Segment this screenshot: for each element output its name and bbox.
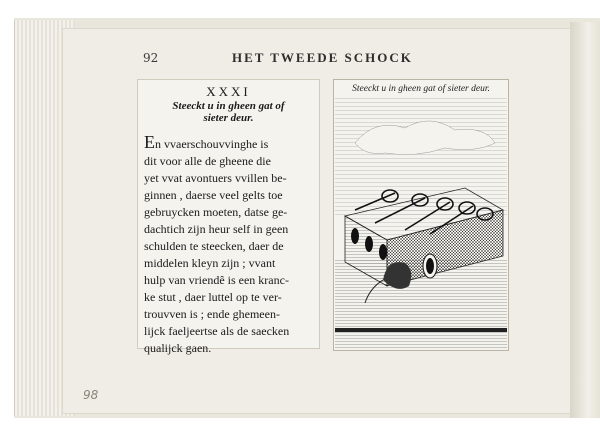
body-line: ginnen , daerse veel gelts toe <box>144 188 283 202</box>
motto <box>148 100 309 124</box>
body-line: dachtich zijn heur self in geen <box>144 222 289 236</box>
text-plate <box>137 79 320 355</box>
pencil-annotation: 98 <box>83 388 99 402</box>
body-line: schulden te steecken, daer de <box>144 239 284 253</box>
motto-line: Steeckt u in gheen gat of <box>172 100 285 112</box>
book-gutter <box>570 22 600 418</box>
running-title: HET TWEEDE SCHOCK <box>232 50 413 65</box>
trap-hole <box>351 228 359 244</box>
body-line: gebruycken moeten, datse ge- <box>144 205 288 219</box>
motto-line: sieter deur. <box>203 112 254 124</box>
body-line: En vvaerschouvvinghe is <box>144 134 269 152</box>
body-line: middelen kleyn zijn ; vvant <box>144 256 276 270</box>
body-line: trouvven is ; ende ghemeen- <box>144 307 280 321</box>
body-text <box>144 134 314 357</box>
body-line: yet vvat avontuers vvillen be- <box>144 171 287 185</box>
trap-hole <box>379 244 387 260</box>
plate-base-line <box>335 328 507 332</box>
body-line: ke stut , daer luttel op te ver- <box>144 290 282 304</box>
mousetrap-engraving <box>335 98 507 348</box>
engraving-plate <box>333 79 509 351</box>
trap-hole <box>365 236 373 252</box>
chapter-number: XXXI <box>206 84 251 99</box>
body-line: lijck faeljeertse als de saecken <box>144 324 290 338</box>
body-line: hulp van vriendê is een kranc- <box>144 273 289 287</box>
engraving-caption: Steeckt u in gheen gat of sieter deur. <box>352 84 490 94</box>
body-line: qualijck gaen. <box>144 341 212 355</box>
trap-hole <box>426 258 434 274</box>
body-line: dit voor alle de gheene die <box>144 154 271 168</box>
page-number: 92 <box>143 51 159 65</box>
